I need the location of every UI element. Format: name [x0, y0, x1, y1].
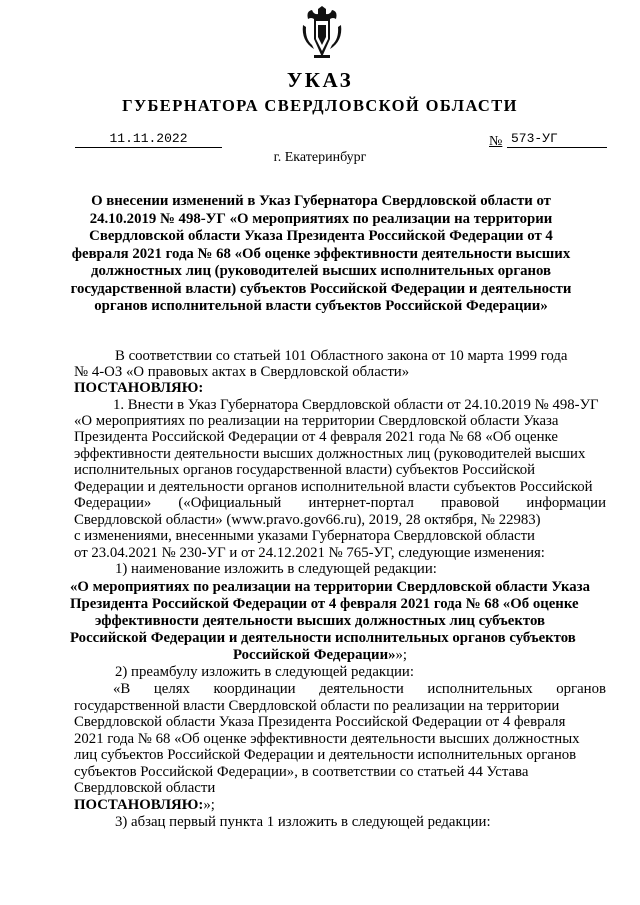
body-line: Свердловской области» (www.pravo.gov66.ru), 2019, 28 октября, № 22983) — [74, 512, 541, 528]
bold-text: Российской Федерации» — [232, 647, 396, 663]
word: «В — [113, 681, 131, 697]
body-line: с изменениями, внесенными указами Губернатора Свердловской области — [74, 528, 535, 544]
new-title-line: Президента Российской Федерации от 4 февраля 2021 года № 68 «Об оценке — [70, 596, 579, 612]
new-title-line — [70, 647, 570, 663]
body-line: субъектов Российской Федерации», в соответствии со статьей 44 Устава — [74, 764, 529, 780]
body-line: 3) абзац первый пункта 1 изложить в следующей редакции: — [115, 814, 491, 830]
coat-of-arms-icon — [300, 5, 344, 61]
resolve-heading: ПОСТАНОВЛЯЮ: — [74, 380, 204, 396]
word: правовой — [440, 495, 500, 511]
body-line: Федерации и деятельности органов исполнительной власти субъектов Российской — [74, 479, 593, 495]
body-line: лиц субъектов Российской Федерации и деятельности исполнительных органов — [74, 747, 577, 763]
word: Федерации» — [74, 495, 152, 511]
body-line: 2021 года № 68 «Об оценке эффективности деятельности высших должностных — [74, 731, 580, 747]
decree-heading: О внесении изменений в Указ Губернатора Свердловской области от 24.10.2019 № 498-УГ «О мероприятиях по реализации на территории Свердловской области Указа Президента Российской Федерации от 4 февраля 2021 года № 68 «Об оценке эффективности деятельности высших должностных лиц (руководителей высших исполнительных органов государственной власти) субъектов Российской Федерации и деятельности органов исполнительной власти субъектов Российской Федерации» — [70, 193, 572, 314]
closing-mark: »; — [203, 797, 215, 813]
word: исполнительных — [427, 681, 533, 697]
body-line — [74, 797, 215, 813]
word: целях — [153, 681, 190, 697]
issuer-title: ГУБЕРНАТОРА СВЕРДЛОВСКОЙ ОБЛАСТИ — [122, 96, 518, 115]
body-line: от 23.04.2021 № 230-УГ и от 24.12.2021 № 765-УГ, следующие изменения: — [74, 545, 545, 561]
body-line: 1) наименование изложить в следующей редакции: — [115, 561, 437, 577]
number-label: № — [489, 134, 503, 149]
new-title-line: эффективности деятельности высших должностных лиц субъектов — [94, 613, 545, 629]
word: («Официальный — [178, 495, 282, 511]
closing-mark: »; — [395, 647, 408, 663]
decree-date: 11.11.2022 — [75, 131, 222, 148]
city: г. Екатеринбург — [273, 150, 367, 165]
word: интернет-портал — [308, 495, 414, 511]
resolve-heading: ПОСТАНОВЛЯЮ: — [74, 797, 204, 813]
body-line-justified — [74, 495, 606, 511]
word: координации — [213, 681, 296, 697]
decree-number: 573-УГ — [507, 131, 607, 148]
body-line-justified — [113, 681, 606, 697]
word: информации — [526, 495, 606, 511]
body-line: государственной власти Свердловской области по реализации на территории — [74, 698, 560, 714]
body-line: 2) преамбулу изложить в следующей редакции: — [115, 664, 414, 680]
body-line: Свердловской области — [74, 780, 216, 796]
new-title-line: «О мероприятиях по реализации на территории Свердловской области Указа — [70, 579, 591, 595]
word: органов — [556, 681, 606, 697]
new-title-line: Российской Федерации и деятельности исполнительных органов субъектов — [70, 630, 576, 646]
decree-title: УКАЗ — [286, 68, 354, 92]
body-line: 1. Внести в Указ Губернатора Свердловской области от 24.10.2019 № 498-УГ — [113, 397, 599, 413]
body-line: Президента Российской Федерации от 4 февраля 2021 года № 68 «Об оценке — [74, 429, 558, 445]
word: деятельности — [319, 681, 404, 697]
body-line: № 4-ОЗ «О правовых актах в Свердловской области» — [74, 364, 410, 380]
body-line: В соответствии со статьей 101 Областного закона от 10 марта 1999 года — [115, 348, 568, 364]
body-line: «О мероприятиях по реализации на территории Свердловской области Указа — [74, 413, 559, 429]
body-line: Свердловской области Указа Президента Российской Федерации от 4 февраля — [74, 714, 566, 730]
body-line: эффективности деятельности высших должностных лиц (руководителей высших — [74, 446, 586, 462]
body-line: исполнительных органов государственной власти) субъектов Российской — [74, 462, 536, 478]
